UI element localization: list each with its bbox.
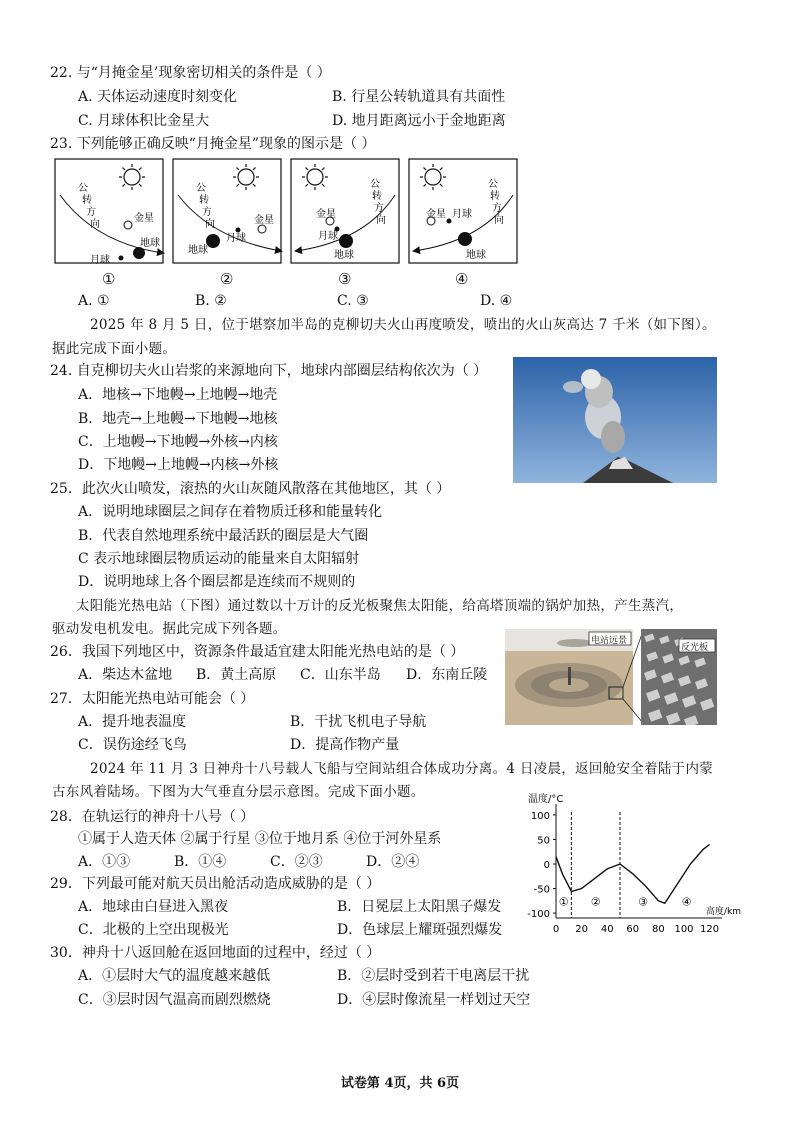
q24-option-b: B．地壳→上地幔→下地幔→地核	[78, 411, 278, 427]
q27-option-d: D．提高作物产量	[290, 737, 400, 753]
svg-text:方: 方	[86, 207, 96, 218]
q28-stem: 28．在轨运行的神舟十八号（ ）	[50, 809, 255, 825]
q22-option-a: A. 天体运动速度时刻变化	[78, 89, 238, 105]
x-tick-label: 60	[626, 924, 640, 935]
diagram-1	[55, 159, 163, 266]
atmosphere-chart	[522, 790, 762, 940]
diagram-3-label: ③	[338, 270, 352, 288]
q29-stem: 29．下列最可能对航天员出舱活动造成威胁的是（ ）	[50, 876, 381, 892]
diagram-4	[409, 159, 517, 263]
svg-text:地球: 地球	[188, 245, 208, 256]
svg-text:月球: 月球	[226, 233, 246, 244]
q26-option-c: C．山东半岛	[300, 667, 381, 683]
diagram-4-label: ④	[455, 270, 469, 288]
q28-option-b: B．①④	[174, 854, 227, 870]
q30-option-d: D．④层时像流星一样划过天空	[337, 992, 531, 1008]
q28-option-c: C．②③	[270, 854, 323, 870]
q24-option-a: A．地核→下地幔→上地幔→地壳	[78, 387, 278, 403]
svg-text:转: 转	[490, 191, 500, 202]
q25-option-d: D．说明地球上各个圈层都是连续而不规则的	[78, 574, 356, 590]
svg-text:公: 公	[370, 179, 380, 190]
intro-24-line1: 2025 年 8 月 5 日，位于堪察加半岛的克柳切夫火山再度喷发，喷出的火山灰高达 7 千米（如下图）。	[90, 317, 716, 333]
y-tick-label: 100	[530, 810, 550, 822]
diagram-1-label: ①	[102, 270, 116, 288]
q29-option-b: B．日冕层上太阳黑子爆发	[337, 899, 502, 915]
q23-option-c: C. ③	[337, 293, 369, 309]
intro-26-line2: 驱动发电机发电。据此完成下列各题。	[52, 621, 287, 637]
q23-option-b: B. ②	[195, 293, 227, 309]
q23-diagrams	[0, 155, 800, 305]
intro-28-line1: 2024 年 11 月 3 日神舟十八号载人飞船与空间站组合体成功分离。4 日凌晨，返回舱安全着陆于内蒙	[90, 761, 714, 777]
q27-stem: 27．太阳能光热电站可能会（ ）	[50, 691, 255, 707]
x-axis-label: 高度/km	[706, 907, 742, 917]
svg-text:金星: 金星	[254, 215, 274, 226]
q23-option-a: A. ①	[78, 293, 110, 309]
diagram-2-label: ②	[220, 270, 234, 288]
svg-text:方: 方	[492, 203, 502, 214]
svg-text:方: 方	[202, 207, 212, 218]
q26-option-b: B．黄土高原	[196, 667, 277, 683]
y-tick-label: -50	[533, 884, 550, 896]
svg-text:月球: 月球	[452, 209, 472, 220]
y-tick-label: 50	[537, 835, 550, 847]
y-axis-label: 温度/°C	[528, 794, 564, 805]
svg-text:金星: 金星	[134, 213, 154, 224]
svg-text:向: 向	[205, 219, 215, 230]
x-tick-label: 0	[552, 924, 560, 935]
q28-items: ①属于人造天体 ②属于行星 ③位于地月系 ④位于河外星系	[78, 831, 442, 847]
solar-plant-photo	[505, 629, 717, 725]
x-tick-label: 80	[652, 924, 665, 935]
q29-option-c: C．北极的上空出现极光	[78, 922, 229, 938]
q25-stem: 25．此次火山喷发，滚热的火山灰随风散落在其他地区，其（ ）	[50, 481, 451, 497]
svg-text:地球: 地球	[140, 238, 160, 249]
svg-text:转: 转	[372, 191, 382, 202]
volcano-photo	[513, 357, 717, 483]
y-tick-label: 0	[543, 860, 550, 871]
x-tick-label: 20	[575, 924, 588, 935]
photo-label-distant-view: 电站远景	[591, 636, 628, 646]
q22-option-d: D. 地月距离远小于金地距离	[332, 113, 506, 129]
intro-24-line2: 据此完成下面小题。	[52, 341, 177, 357]
q22-stem: 22. 与“月掩金星’现象密切相关的条件是（ ）	[50, 65, 331, 81]
svg-text:向: 向	[376, 215, 386, 226]
q29-option-a: A．地球由白昼进入黑夜	[78, 899, 229, 915]
svg-text:公: 公	[196, 183, 206, 194]
temperature-line	[556, 844, 710, 903]
q27-option-c: C．误伤途经飞鸟	[78, 737, 187, 753]
layer-label: ③	[638, 895, 648, 909]
q25-option-b: B．代表自然地理系统中最活跃的圈层是大气圈	[78, 528, 369, 544]
layer-label: ④	[681, 895, 692, 909]
q30-stem: 30．神舟十八返回舱在返回地面的过程中，经过（ ）	[50, 945, 381, 961]
q23-option-d: D. ④	[480, 293, 513, 309]
q25-option-c: C 表示地球圈层物质运动的能量来自太阳辐射	[78, 551, 360, 567]
intro-26-line1: 太阳能光热电站（下图）通过数以十万计的反光板聚焦太阳能，给高塔顶端的锅炉加热，产生蒸汽，	[76, 598, 684, 614]
layer-label: ①	[558, 895, 569, 909]
q27-option-a: A．提升地表温度	[78, 714, 187, 730]
volcano-image	[513, 357, 717, 483]
x-tick-label: 40	[600, 924, 614, 935]
x-tick-label: 100	[674, 924, 694, 935]
svg-text:公: 公	[488, 179, 498, 190]
svg-text:地球: 地球	[334, 250, 354, 261]
q26-option-d: D．东南丘陵	[406, 667, 488, 683]
q28-option-a: A．①③	[78, 854, 131, 870]
x-tick-label: 120	[700, 924, 720, 935]
q26-stem: 26．我国下列地区中，资源条件最适宜建太阳能光热电站的是（ ）	[50, 644, 465, 660]
svg-text:转: 转	[199, 195, 209, 206]
svg-text:月球: 月球	[90, 255, 110, 266]
q24-option-c: C．上地幔→下地幔→外核→内核	[78, 434, 278, 450]
svg-text:地球: 地球	[466, 250, 486, 261]
q22-option-b: B. 行星公转轨道具有共面性	[332, 89, 506, 105]
q26-option-a: A．柴达木盆地	[78, 667, 173, 683]
svg-text:方: 方	[374, 203, 384, 214]
q23-stem: 23. 下列能够正确反映“月掩金星”现象的图示是（ ）	[50, 136, 376, 152]
svg-text:金星: 金星	[426, 209, 446, 220]
page-footer: 试卷第 4页，共 6页	[340, 1076, 460, 1091]
q28-option-d: D．②④	[366, 854, 420, 870]
q24-option-d: D．下地幔→上地幔→内核→外核	[78, 457, 279, 473]
q22-option-c: C. 月球体积比金星大	[78, 113, 210, 129]
svg-text:向: 向	[90, 219, 100, 230]
q27-option-b: B．干扰飞机电子导航	[290, 714, 427, 730]
intro-28-line2: 古东风着陆场。下图为大气垂直分层示意图。完成下面小题。	[52, 784, 425, 800]
svg-text:向: 向	[494, 215, 504, 226]
photo-label-reflector: 反光板	[681, 643, 709, 653]
y-tick-label: -100	[527, 909, 550, 921]
diagram-3	[291, 159, 399, 263]
svg-text:公: 公	[78, 183, 88, 194]
q29-option-d: D．色球层上耀斑强烈爆发	[337, 922, 503, 938]
svg-text:转: 转	[82, 195, 92, 206]
layer-label: ②	[590, 895, 601, 909]
q30-option-a: A．①层时大气的温度越来越低	[78, 968, 271, 984]
svg-text:月球: 月球	[318, 231, 338, 242]
q25-option-a: A．说明地球圈层之间存在着物质迁移和能量转化	[78, 504, 383, 520]
q30-option-b: B．②层时受到若干电离层干扰	[337, 968, 530, 984]
svg-text:金星: 金星	[316, 209, 336, 220]
q30-option-c: C．③层时因气温高而剧烈燃烧	[78, 992, 271, 1008]
q24-stem: 24. 自克柳切夫火山岩浆的来源地向下，地球内部圈层结构依次为（ ）	[50, 363, 488, 379]
diagram-2	[173, 159, 281, 263]
